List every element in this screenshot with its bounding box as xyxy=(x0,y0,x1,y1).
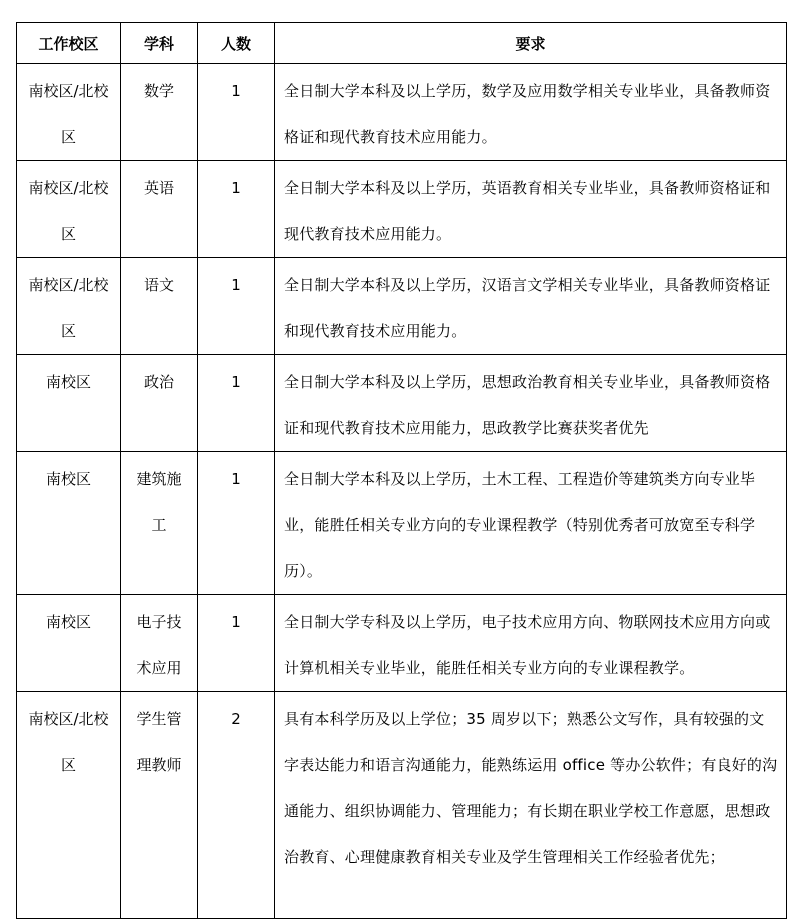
subject-text: 数学 xyxy=(143,82,174,100)
header-row xyxy=(17,23,787,64)
requirement-cell xyxy=(275,452,787,595)
count-cell xyxy=(198,64,275,161)
campus-cell xyxy=(17,355,121,452)
campus-text: 南校区/北校区 xyxy=(28,179,109,243)
requirement-text: 全日制大学本科及以上学历，土木工程、工程造价等建筑类方向专业毕业，能胜任相关专业方向的专业课程教学（特别优秀者可放宽至专科学历）。 xyxy=(284,470,756,580)
count-cell xyxy=(198,161,275,258)
requirement-text: 全日制大学本科及以上学历，思想政治教育相关专业毕业，具备教师资格证和现代教育技术应用能力，思政教学比赛获奖者优先 xyxy=(284,373,771,437)
campus-text: 南校区/北校区 xyxy=(28,276,109,340)
requirement-cell xyxy=(275,258,787,355)
campus-text: 南校区 xyxy=(45,373,91,391)
header-subject: 学科 xyxy=(121,23,198,64)
subject-cell xyxy=(121,595,198,692)
recruitment-table xyxy=(16,22,787,919)
requirement-cell xyxy=(275,595,787,692)
header-count: 人数 xyxy=(198,23,275,64)
header-campus: 工作校区 xyxy=(17,23,121,64)
subject-cell xyxy=(121,355,198,452)
table-row xyxy=(17,692,787,919)
subject-cell xyxy=(121,64,198,161)
count-text: 2 xyxy=(231,710,241,728)
campus-cell xyxy=(17,452,121,595)
campus-text: 南校区/北校区 xyxy=(28,82,109,146)
requirement-text: 具有本科学历及以上学位；35 周岁以下；熟悉公文写作，具有较强的文字表达能力和语言沟通能力，能熟练运用 office 等办公软件；有良好的沟通能力、组织协调能力、管理能力；有长期在职业学校工作意愿，思想政治教育、心理健康教育相关专业及学生管理相关工作经验者优先； xyxy=(284,710,778,866)
campus-cell xyxy=(17,595,121,692)
count-cell xyxy=(198,452,275,595)
count-cell xyxy=(198,258,275,355)
requirement-text: 全日制大学本科及以上学历，数学及应用数学相关专业毕业，具备教师资格证和现代教育技术应用能力。 xyxy=(284,82,771,146)
subject-cell xyxy=(121,258,198,355)
count-text: 1 xyxy=(231,276,241,294)
table-row xyxy=(17,595,787,692)
subject-cell xyxy=(121,452,198,595)
requirement-text: 全日制大学专科及以上学历，电子技术应用方向、物联网技术应用方向或计算机相关专业毕业，能胜任相关专业方向的专业课程教学。 xyxy=(284,613,771,677)
subject-text: 建筑施工 xyxy=(136,470,182,534)
campus-cell xyxy=(17,692,121,919)
requirement-cell xyxy=(275,355,787,452)
requirement-cell xyxy=(275,161,787,258)
table-row xyxy=(17,452,787,595)
count-text: 1 xyxy=(231,82,241,100)
count-text: 1 xyxy=(231,613,241,631)
table-row xyxy=(17,64,787,161)
campus-cell xyxy=(17,64,121,161)
campus-cell xyxy=(17,161,121,258)
subject-cell xyxy=(121,161,198,258)
count-text: 1 xyxy=(231,373,241,391)
subject-text: 语文 xyxy=(143,276,174,294)
subject-text: 电子技术应用 xyxy=(136,613,182,677)
requirement-text: 全日制大学本科及以上学历，汉语言文学相关专业毕业，具备教师资格证和现代教育技术应用能力。 xyxy=(284,276,771,340)
campus-text: 南校区 xyxy=(45,470,91,488)
header-requirement: 要求 xyxy=(275,23,787,64)
subject-text: 政治 xyxy=(143,373,174,391)
count-cell xyxy=(198,692,275,919)
campus-text: 南校区/北校区 xyxy=(28,710,109,774)
campus-cell xyxy=(17,258,121,355)
count-cell xyxy=(198,595,275,692)
subject-text: 学生管理教师 xyxy=(136,710,182,774)
requirement-cell xyxy=(275,64,787,161)
subject-text: 英语 xyxy=(143,179,174,197)
table-row xyxy=(17,161,787,258)
table-row xyxy=(17,258,787,355)
count-cell xyxy=(198,355,275,452)
requirement-cell xyxy=(275,692,787,919)
table-row xyxy=(17,355,787,452)
subject-cell xyxy=(121,692,198,919)
count-text: 1 xyxy=(231,470,241,488)
count-text: 1 xyxy=(231,179,241,197)
campus-text: 南校区 xyxy=(45,613,91,631)
requirement-text: 全日制大学本科及以上学历，英语教育相关专业毕业，具备教师资格证和现代教育技术应用能力。 xyxy=(284,179,771,243)
